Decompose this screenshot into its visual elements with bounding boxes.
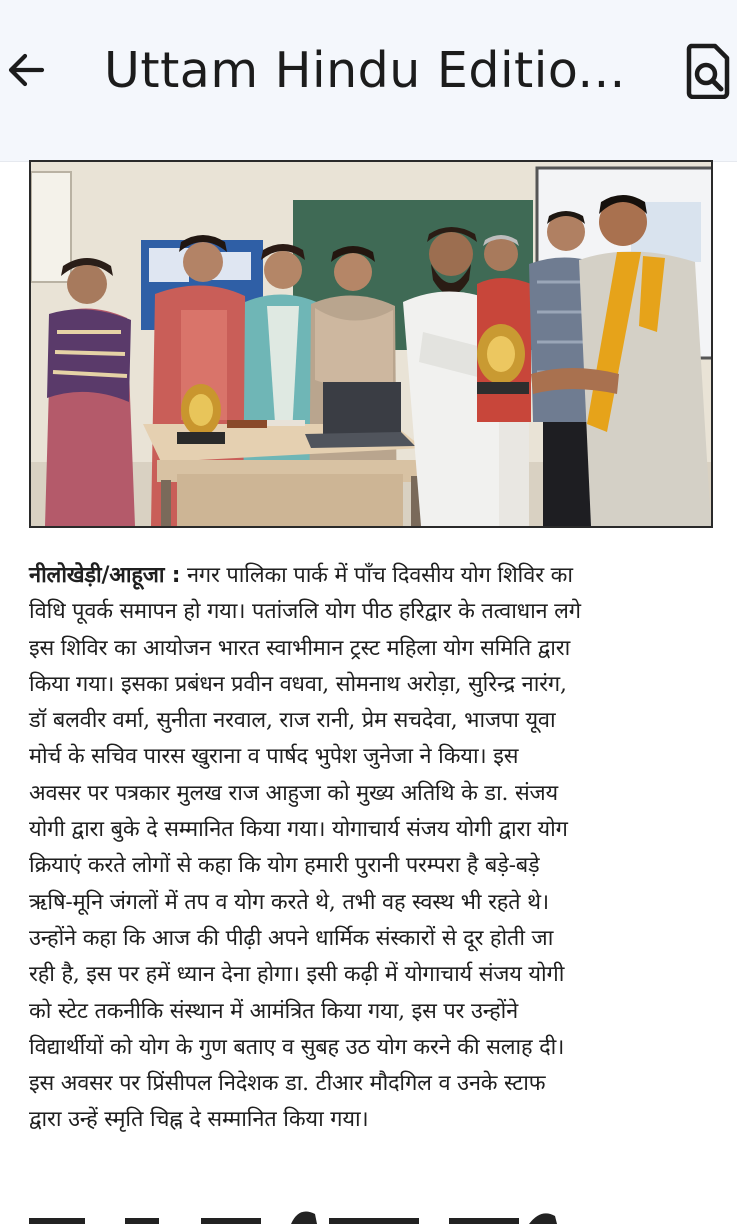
article-line: इस शिविर का आयोजन भारत स्वाभीमान ट्रस्ट महिला योग समिति द्वारा xyxy=(29,635,571,661)
document-search-icon xyxy=(685,43,731,99)
article-dateline: नीलोखेड़ी/आहूजा : xyxy=(29,563,181,588)
article-line: किया गया। इसका प्रबंधन प्रवीन वधवा, सोमनाथ अरोड़ा, सुरिन्द्र नारंग, xyxy=(29,671,567,697)
next-headline-cutoff xyxy=(29,1204,729,1224)
news-photo-image xyxy=(31,162,711,526)
article-line xyxy=(29,558,719,594)
arrow-left-icon xyxy=(6,50,46,90)
article-line: अवसर पर पत्रकार मुलख राज आहुजा को मुख्य अतिथि के डा. संजय xyxy=(29,780,558,806)
document-search-button[interactable] xyxy=(680,38,736,104)
article-line: मोर्च के सचिव पारस खुराना व पार्षद भुपेश जुनेजा ने किया। इस xyxy=(29,744,519,770)
article-line: उन्होंने कहा कि आज की पीढ़ी अपने धार्मिक संस्कारों से दूर होती जा xyxy=(29,925,554,951)
article-line: क्रियाएं करते लोगों से कहा कि योग हमारी पुरानी परम्परा है बड़े-बड़े xyxy=(29,853,540,879)
article-line-text: नगर पालिका पार्क में पाँच दिवसीय योग शिविर का xyxy=(180,563,573,588)
article-line: विधि पूवर्क समापन हो गया। पतांजलि योग पीठ हरिद्वार के तत्वाधान लगे xyxy=(29,599,581,625)
page-title: Uttam Hindu Editio... xyxy=(104,42,626,99)
news-photo xyxy=(29,160,713,528)
article-line: योगी द्वारा बुके दे सम्मानित किया गया। योगाचार्य संजय योगी द्वारा योग xyxy=(29,817,568,843)
article-line: इस अवसर पर प्रिंसीपल निदेशक डा. टीआर मौदगिल व उनके स्टाफ xyxy=(29,1071,546,1097)
article-line: डॉ बलवीर वर्मा, सुनीता नरवाल, राज रानी, प्रेम सचदेवा, भाजपा यूवा xyxy=(29,708,556,734)
article-line: विद्यार्थीयों को योग के गुण बताए व सुबह उठ योग करने की सलाह दी। xyxy=(29,1034,565,1060)
article-line: रही है, इस पर हमें ध्यान देना होगा। इसी कढ़ी में योगाचार्य संजय योगी xyxy=(29,962,565,988)
article-line: को स्टेट तकनीकि संस्थान में आमंत्रित किया गया, इस पर उन्होंने xyxy=(29,998,518,1024)
article-body xyxy=(29,558,719,1139)
article-line: ऋषि-मूनि जंगलों में तप व योग करते थे, तभी वह स्वस्थ भी रहते थे। xyxy=(29,889,549,915)
app-bar xyxy=(0,0,737,162)
back-button[interactable] xyxy=(0,38,52,102)
article-line: द्वारा उन्हें स्मृति चिह्न दे सम्मानित किया गया। xyxy=(29,1107,369,1133)
next-headline-fragment xyxy=(29,1204,729,1224)
